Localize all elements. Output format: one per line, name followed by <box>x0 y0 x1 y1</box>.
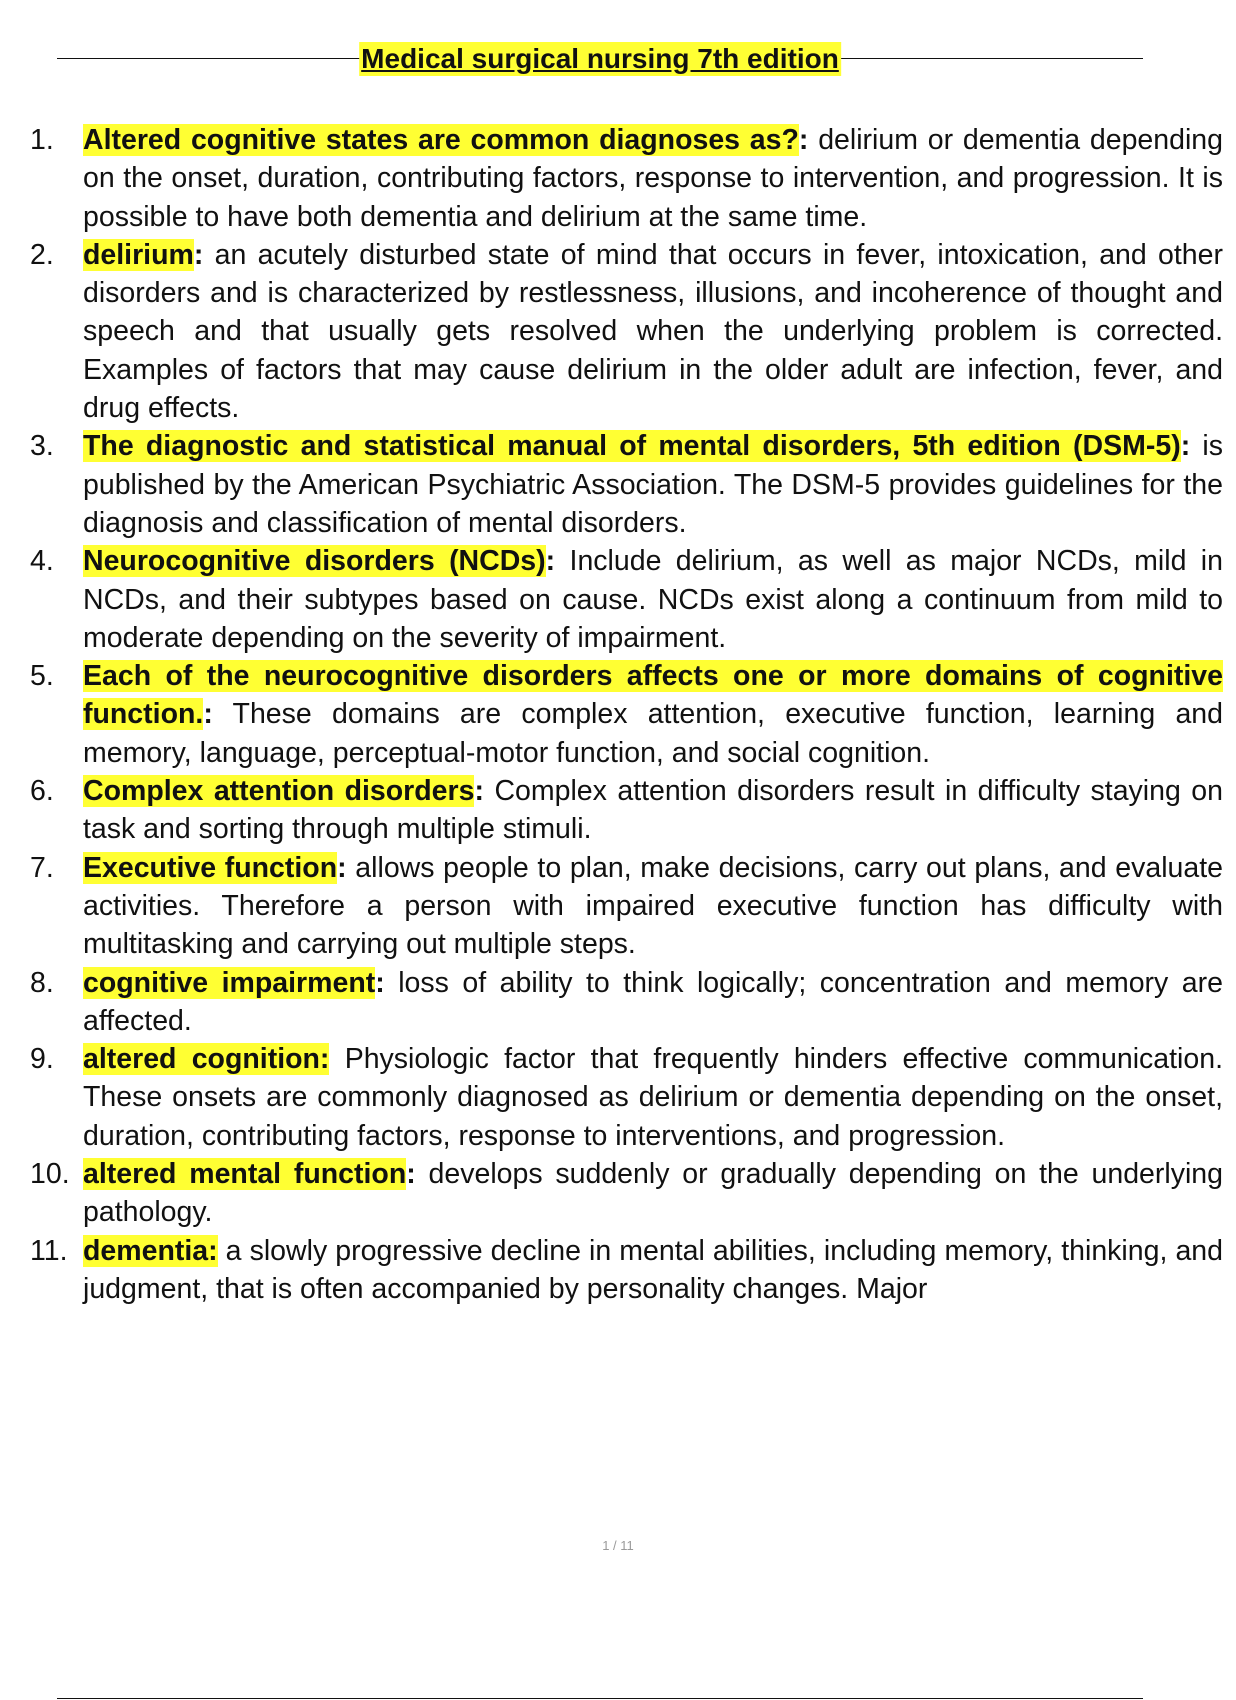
item-separator: : <box>1180 430 1191 463</box>
definition-list <box>0 121 1224 1308</box>
item-definition: is published by the American Psychiatric Association. The DSM-5 provides guidelines for the diagnosis and classification of mental disorders. <box>83 430 1224 539</box>
list-item <box>0 236 1223 427</box>
page-indicator: 1 / 11 <box>602 1538 634 1553</box>
item-text <box>83 657 1223 772</box>
item-term: delirium <box>83 238 194 271</box>
item-number: 10. <box>30 1158 70 1191</box>
item-separator: : <box>193 238 204 271</box>
item-term: Executive function <box>83 851 338 884</box>
item-definition: develops suddenly or gradually depending on the underlying pathology. <box>83 1158 1223 1229</box>
item-definition: a slowly progressive decline in mental abilities, including memory, thinking, and judgment, that is often accompanied by personality changes. Major <box>83 1234 1223 1305</box>
document-title: Medical surgical nursing 7th edition <box>361 43 839 74</box>
item-number: 3. <box>30 430 54 463</box>
item-number: 5. <box>30 660 54 693</box>
item-text <box>83 849 1223 964</box>
list-item <box>0 964 1223 1041</box>
list-item <box>0 1155 1223 1232</box>
item-definition: delirium or dementia depending on the onset, duration, contributing factors, response to intervention, and progression. It is possible to have both dementia and delirium at the same time. <box>83 124 1223 233</box>
item-text <box>83 1040 1223 1155</box>
item-definition: allows people to plan, make decisions, carry out plans, and evaluate activities. Therefore a person with impaired executive function has difficulty with multitasking and carrying out multiple steps. <box>83 851 1223 961</box>
item-definition: These domains are complex attention, executive function, learning and memory, language, perceptual-motor function, and social cognition. <box>83 698 1223 769</box>
item-term: Altered cognitive states are common diagnoses as? <box>83 124 799 156</box>
bottom-rule <box>57 1698 1143 1699</box>
item-separator: : <box>474 775 484 808</box>
item-definition: an acutely disturbed state of mind that occurs in fever, intoxication, and other disorders and is characterized by restlessness, illusions, and incoherence of thought and speech and that usually gets resolved when the underlying problem is corrected. Examples of factors that may cause delirium in the older adult are infection, fever, and drug effects. <box>83 238 1223 425</box>
item-definition: Include delirium, as well as major NCDs, mild in NCDs, and their subtypes based on cause. NCDs exist along a continuum from mild to moderate depending on the severity of impairment. <box>83 545 1223 654</box>
item-term: dementia: <box>83 1234 218 1267</box>
title-row <box>57 38 1143 78</box>
list-item <box>0 657 1223 772</box>
item-term: Neurocognitive disorders (NCDs) <box>83 545 546 578</box>
item-text <box>83 427 1223 542</box>
item-number: 9. <box>30 1043 54 1076</box>
item-term: cognitive impairment <box>83 966 376 999</box>
item-definition: Physiologic factor that frequently hinders effective communication. These onsets are commonly diagnosed as delirium or dementia depending on the onset, duration, contributing factors, response to interventions, and progression. <box>83 1043 1224 1152</box>
item-text <box>83 121 1223 236</box>
item-definition: Complex attention disorders result in difficulty staying on task and sorting through multiple stimuli. <box>83 775 1223 846</box>
list-item <box>0 849 1223 964</box>
item-text <box>83 772 1223 849</box>
item-term: altered mental function <box>83 1158 407 1191</box>
item-number: 8. <box>30 966 54 999</box>
item-text <box>83 1232 1223 1309</box>
item-number: 1. <box>30 124 54 156</box>
item-term: Each of the neurocognitive disorders affects one or more domains of cognitive function. <box>83 660 1223 731</box>
item-number: 7. <box>30 851 54 884</box>
item-number: 6. <box>30 775 54 808</box>
item-definition: loss of ability to think logically; concentration and memory are affected. <box>83 966 1223 1037</box>
item-term: Complex attention disorders <box>83 775 475 808</box>
item-separator: : <box>798 124 809 156</box>
item-number: 4. <box>30 545 54 578</box>
item-text <box>83 542 1223 657</box>
list-item <box>0 542 1223 657</box>
item-separator: : <box>203 698 213 731</box>
item-text <box>83 964 1223 1041</box>
item-term: The diagnostic and statistical manual of mental disorders, 5th edition (DSM-5) <box>83 430 1181 463</box>
item-text <box>83 1155 1223 1232</box>
item-separator: : <box>337 851 347 884</box>
list-item <box>0 121 1223 236</box>
item-separator: : <box>375 966 385 999</box>
list-item <box>0 1232 1223 1309</box>
item-term: altered cognition: <box>83 1043 330 1076</box>
list-item <box>0 772 1223 849</box>
item-separator: : <box>545 545 556 578</box>
item-text <box>83 236 1223 427</box>
item-number: 11. <box>30 1234 68 1267</box>
list-item <box>0 1040 1224 1155</box>
item-separator: : <box>406 1158 416 1191</box>
list-item <box>0 427 1224 542</box>
item-number: 2. <box>30 238 54 271</box>
